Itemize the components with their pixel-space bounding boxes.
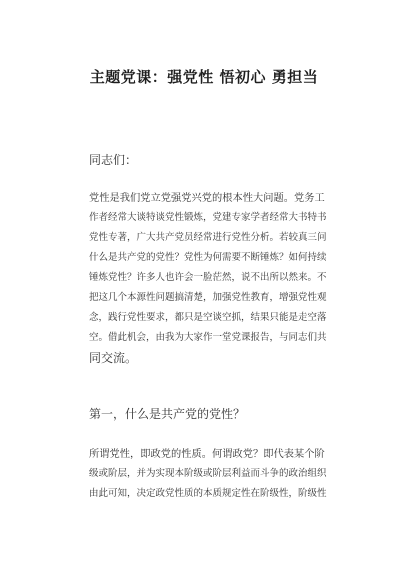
paragraph-line: 锤炼党性？许多人也许会一脸茫然，说不出所以然来。不	[89, 272, 327, 283]
paragraph-line: 由此可知，决定政党性质的本质规定性在阶级性，阶级性	[89, 488, 327, 499]
paragraph-2	[89, 444, 327, 504]
salutation-text: 同志们：	[89, 153, 138, 167]
document-title: 主题党课：强党性 悟初心 勇担当	[89, 68, 319, 86]
paragraph-line: 念，践行党性要求，都只是空谈空抓，结果只能是走空落	[89, 312, 327, 323]
paragraph-line: 所谓党性，即政党的性质。何谓政党？即代表某个阶	[89, 448, 325, 460]
section-heading-text: 第一，什么是共产党的党性？	[89, 407, 246, 421]
paragraph-line: 作者经常大谈特谈党性锻炼，党建专家学者经常大书特书	[89, 212, 327, 223]
paragraph-line: 级或阶层，并为实现本阶级或阶层利益而斗争的政治组织	[89, 468, 327, 479]
paragraph-1	[89, 188, 327, 368]
paragraph-line: 同交流。	[89, 351, 138, 365]
salutation	[89, 150, 327, 170]
paragraph-line: 把这几个本源性问题搞清楚，加强党性教育，增强党性观	[89, 292, 327, 303]
section-1-heading	[89, 404, 327, 424]
paragraph-line: 党性专著，广大共产党员经常进行党性分析。若较真三问	[89, 232, 327, 243]
paragraph-line: 空。借此机会，由我为大家作一堂党课报告，与同志们共	[89, 332, 327, 343]
paragraph-line: 党性是我们党立党强党兴党的根本性大问题。党务工	[89, 192, 325, 204]
paragraph-line: 什么是共产党的党性？党性为何需要不断锤炼？如何持续	[89, 252, 327, 263]
